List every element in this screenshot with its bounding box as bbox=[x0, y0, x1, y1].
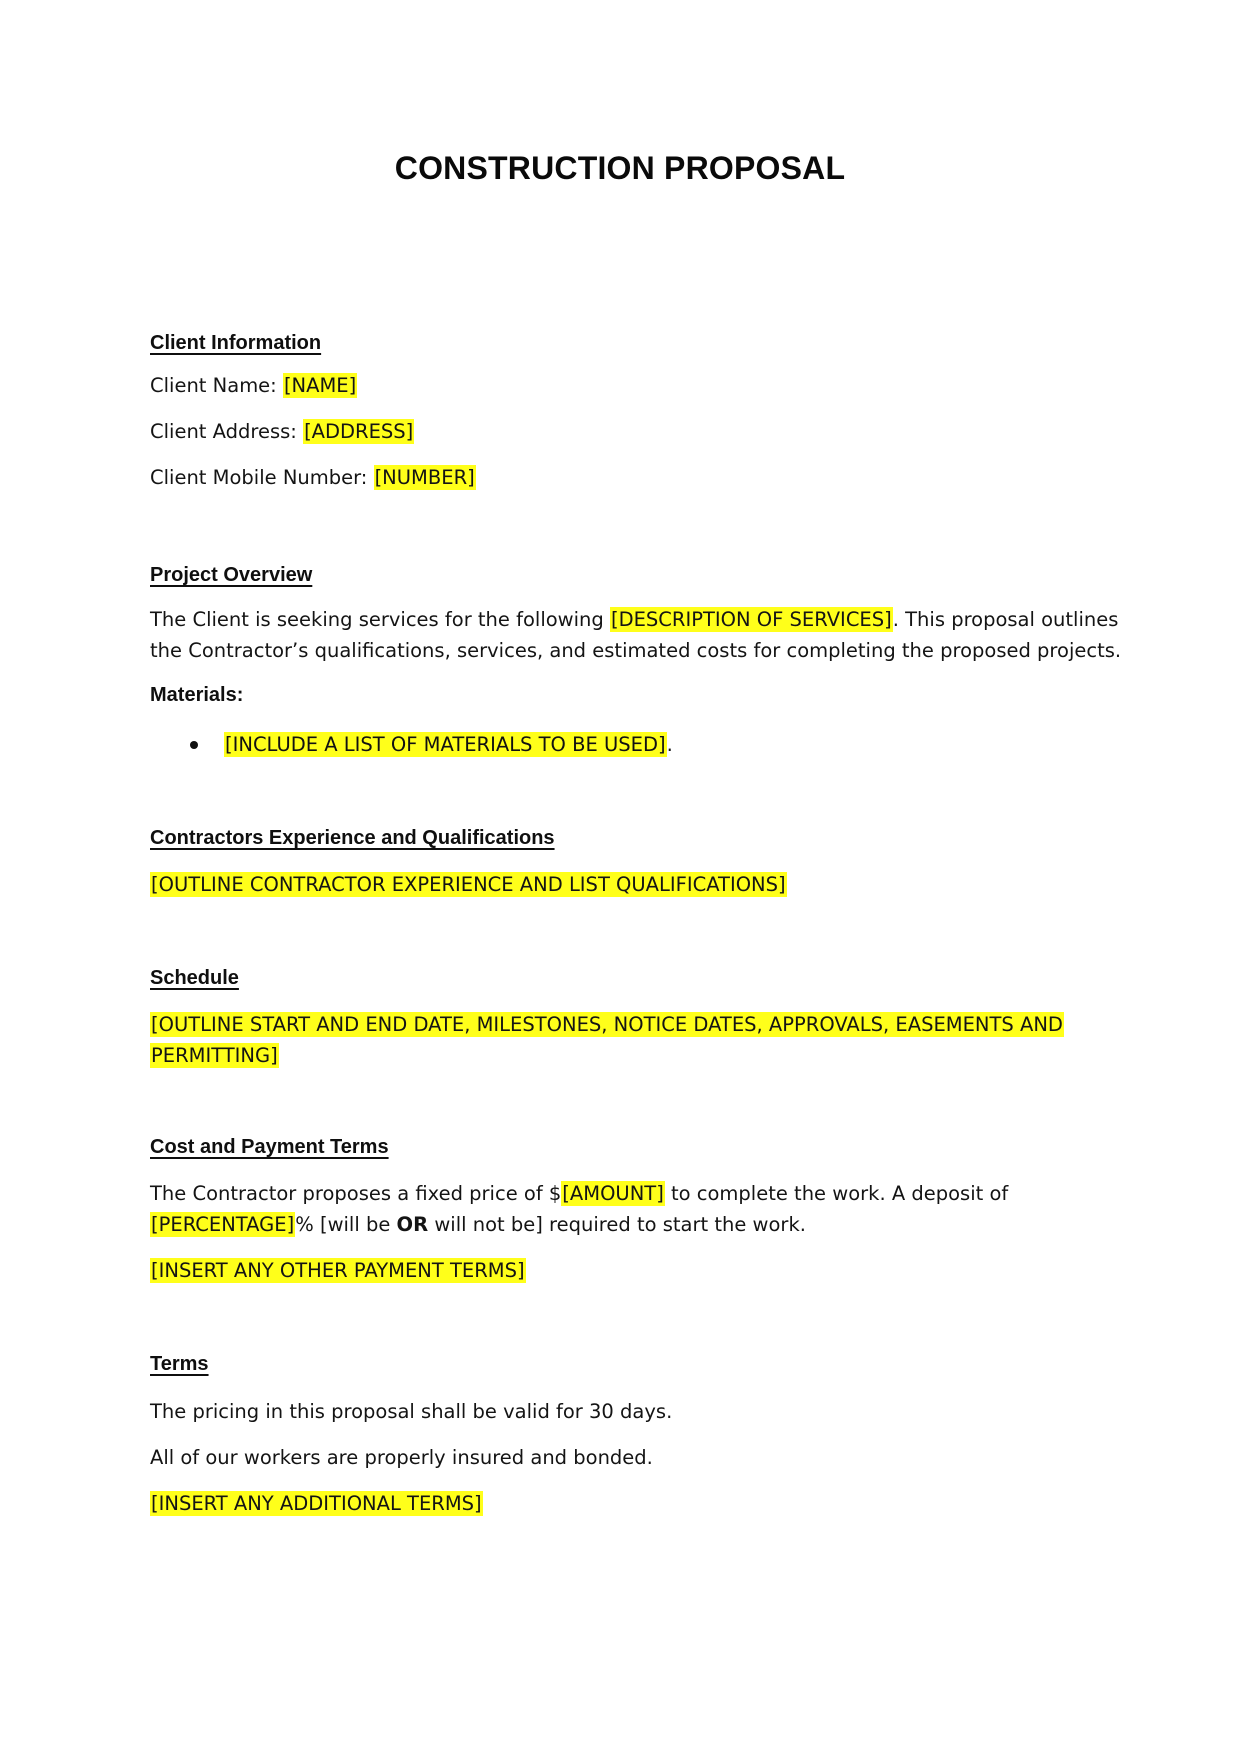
materials-placeholder: [INCLUDE A LIST OF MATERIALS TO BE USED] bbox=[225, 733, 666, 756]
bullet-icon bbox=[190, 741, 198, 749]
overview-text-before: The Client is seeking services for the following bbox=[150, 608, 610, 631]
other-payment-terms-row bbox=[150, 1255, 1090, 1286]
project-overview-paragraph bbox=[150, 604, 1122, 666]
amount-placeholder: [AMOUNT] bbox=[562, 1182, 664, 1205]
terms-insurance: All of our workers are properly insured and bonded. bbox=[150, 1446, 653, 1469]
contractor-experience-placeholder: [OUTLINE CONTRACTOR EXPERIENCE AND LIST QUALIFICATIONS] bbox=[151, 873, 786, 896]
section-contractor-experience bbox=[150, 823, 1090, 854]
materials-label: Materials: bbox=[150, 684, 244, 706]
materials-suffix: . bbox=[666, 733, 673, 756]
or-emphasis: OR bbox=[396, 1213, 429, 1236]
section-terms bbox=[150, 1349, 1090, 1380]
section-client-information bbox=[150, 328, 1090, 359]
terms-validity: The pricing in this proposal shall be valid for 30 days. bbox=[150, 1400, 673, 1423]
document-title: CONSTRUCTION PROPOSAL bbox=[394, 150, 846, 186]
additional-terms-row bbox=[150, 1488, 1090, 1519]
section-heading-project-overview: Project Overview bbox=[150, 564, 313, 586]
client-address-row bbox=[150, 416, 1090, 447]
section-project-overview bbox=[150, 560, 1090, 591]
overview-text-after: . This proposal outlines bbox=[892, 608, 1119, 631]
cost-text-before: The Contractor proposes a fixed price of $ bbox=[150, 1182, 562, 1205]
contractor-experience-row bbox=[150, 869, 1090, 900]
overview-text-line2: the Contractor’s qualifications, services, and estimated costs for completing the proposed projects. bbox=[150, 639, 1122, 662]
schedule-placeholder-line1: [OUTLINE START AND END DATE, MILESTONES, NOTICE DATES, APPROVALS, EASEMENTS AND bbox=[151, 1013, 1063, 1036]
client-name-placeholder: [NAME] bbox=[283, 374, 357, 397]
client-mobile-placeholder: [NUMBER] bbox=[374, 466, 475, 489]
client-mobile-row bbox=[150, 462, 1090, 493]
cost-payment-paragraph bbox=[150, 1178, 1090, 1240]
other-payment-terms-placeholder: [INSERT ANY OTHER PAYMENT TERMS] bbox=[151, 1259, 525, 1282]
deposit-text-after: will not be] required to start the work. bbox=[428, 1213, 806, 1236]
services-placeholder: [DESCRIPTION OF SERVICES] bbox=[610, 608, 892, 631]
client-address-placeholder: [ADDRESS] bbox=[304, 420, 414, 443]
section-heading-client-information: Client Information bbox=[150, 332, 322, 354]
additional-terms-placeholder: [INSERT ANY ADDITIONAL TERMS] bbox=[151, 1492, 482, 1515]
percentage-placeholder: [PERCENTAGE] bbox=[151, 1213, 295, 1236]
materials-label-row bbox=[150, 680, 1090, 711]
schedule-placeholder-line2: PERMITTING] bbox=[151, 1044, 278, 1067]
client-name-row bbox=[150, 370, 1090, 401]
client-address-label: Client Address: bbox=[150, 420, 304, 443]
schedule-paragraph bbox=[150, 1009, 1090, 1071]
cost-text-after: to complete the work. A deposit of bbox=[664, 1182, 1009, 1205]
section-heading-cost-payment: Cost and Payment Terms bbox=[150, 1136, 389, 1158]
section-heading-schedule: Schedule bbox=[150, 967, 239, 989]
section-heading-contractor-experience: Contractors Experience and Qualifications bbox=[150, 827, 555, 849]
section-schedule bbox=[150, 963, 1090, 994]
client-name-label: Client Name: bbox=[150, 374, 283, 397]
client-mobile-label: Client Mobile Number: bbox=[150, 466, 374, 489]
section-cost-payment bbox=[150, 1132, 1090, 1163]
materials-list-item bbox=[150, 729, 1090, 760]
section-heading-terms: Terms bbox=[150, 1353, 209, 1375]
deposit-text: % [will be bbox=[295, 1213, 397, 1236]
